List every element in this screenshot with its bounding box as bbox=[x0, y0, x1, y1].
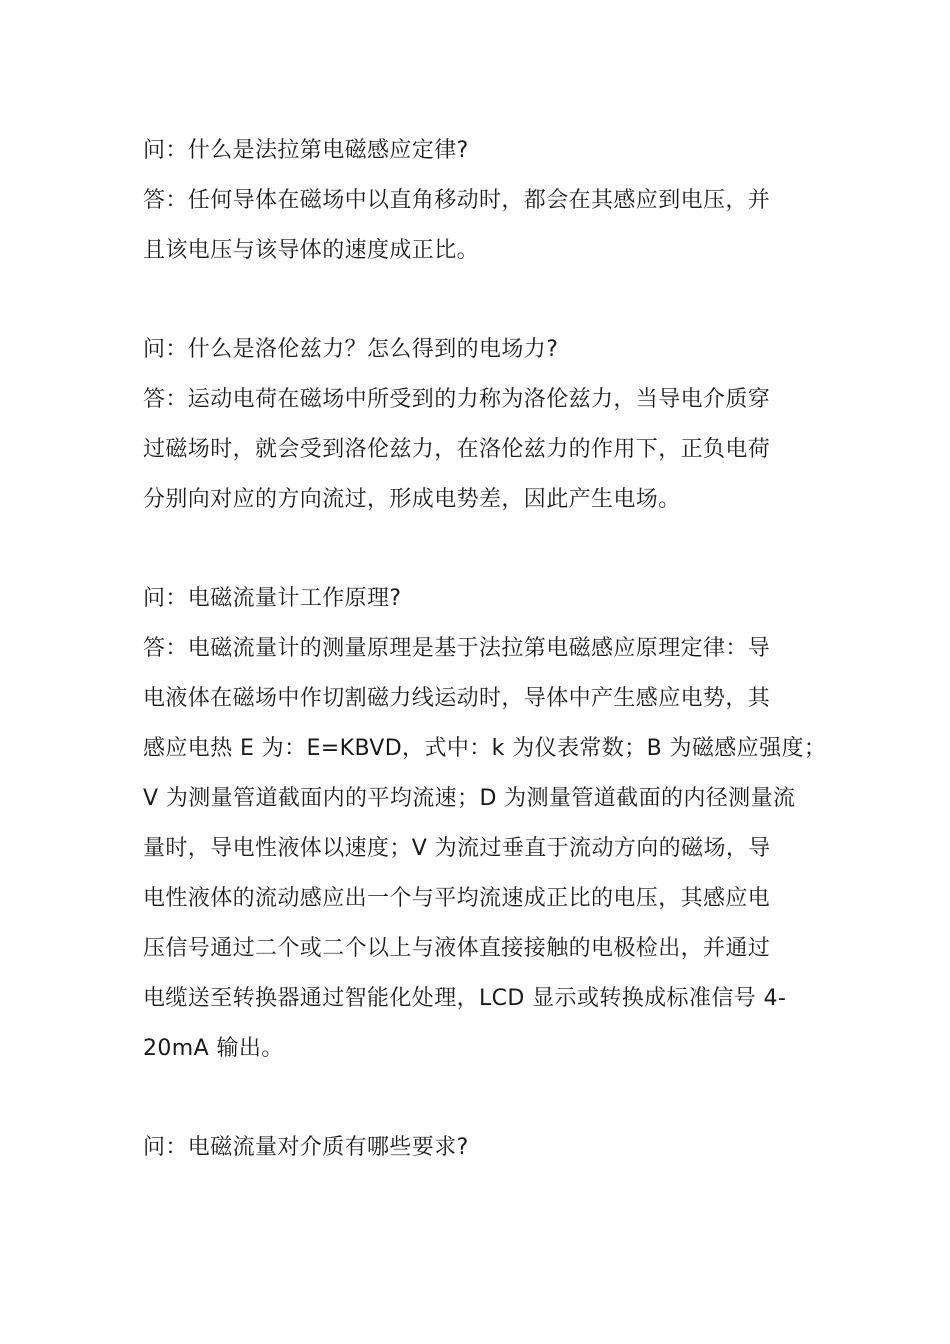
answer-3-line-3: 感应电热 E 为：E=KBVD，式中：k 为仪表常数；B 为磁感应强度； bbox=[143, 736, 827, 761]
answer-2-line-1: 答：运动电荷在磁场中所受到的力称为洛伦兹力，当导电介质穿 bbox=[143, 387, 771, 412]
answer-1-line-2: 且该电压与该导体的速度成正比。 bbox=[143, 238, 480, 263]
question-3: 问：电磁流量计工作原理? bbox=[143, 586, 402, 611]
answer-3-line-6: 电性液体的流动感应出一个与平均流速成正比的电压，其感应电 bbox=[143, 886, 771, 911]
answer-1-line-1: 答：任何导体在磁场中以直角移动时，都会在其感应到电压，并 bbox=[143, 188, 771, 213]
answer-2-line-3: 分别向对应的方向流过，形成电势差，因此产生电场。 bbox=[143, 487, 681, 512]
answer-3-line-2: 电液体在磁场中作切割磁力线运动时，导体中产生感应电势，其 bbox=[143, 686, 771, 711]
question-1: 问：什么是法拉第电磁感应定律? bbox=[143, 138, 469, 163]
answer-2-line-2: 过磁场时，就会受到洛伦兹力，在洛伦兹力的作用下，正负电荷 bbox=[143, 437, 771, 462]
answer-3-line-5: 量时，导电性液体以速度；V 为流过垂直于流动方向的磁场，导 bbox=[143, 836, 771, 861]
answer-3-line-9: 20mA 输出。 bbox=[143, 1036, 284, 1061]
answer-3-line-8: 电缆送至转换器通过智能化处理，LCD 显示或转换成标准信号 4- bbox=[143, 986, 787, 1011]
question-2: 问：什么是洛伦兹力？怎么得到的电场力? bbox=[143, 337, 559, 362]
answer-3-line-4: V 为测量管道截面内的平均流速；D 为测量管道截面的内径测量流 bbox=[143, 786, 796, 811]
answer-3-line-1: 答：电磁流量计的测量原理是基于法拉第电磁感应原理定律：导 bbox=[143, 636, 771, 661]
question-4: 问：电磁流量对介质有哪些要求? bbox=[143, 1135, 469, 1160]
answer-3-line-7: 压信号通过二个或二个以上与液体直接接触的电极检出，并通过 bbox=[143, 936, 771, 961]
